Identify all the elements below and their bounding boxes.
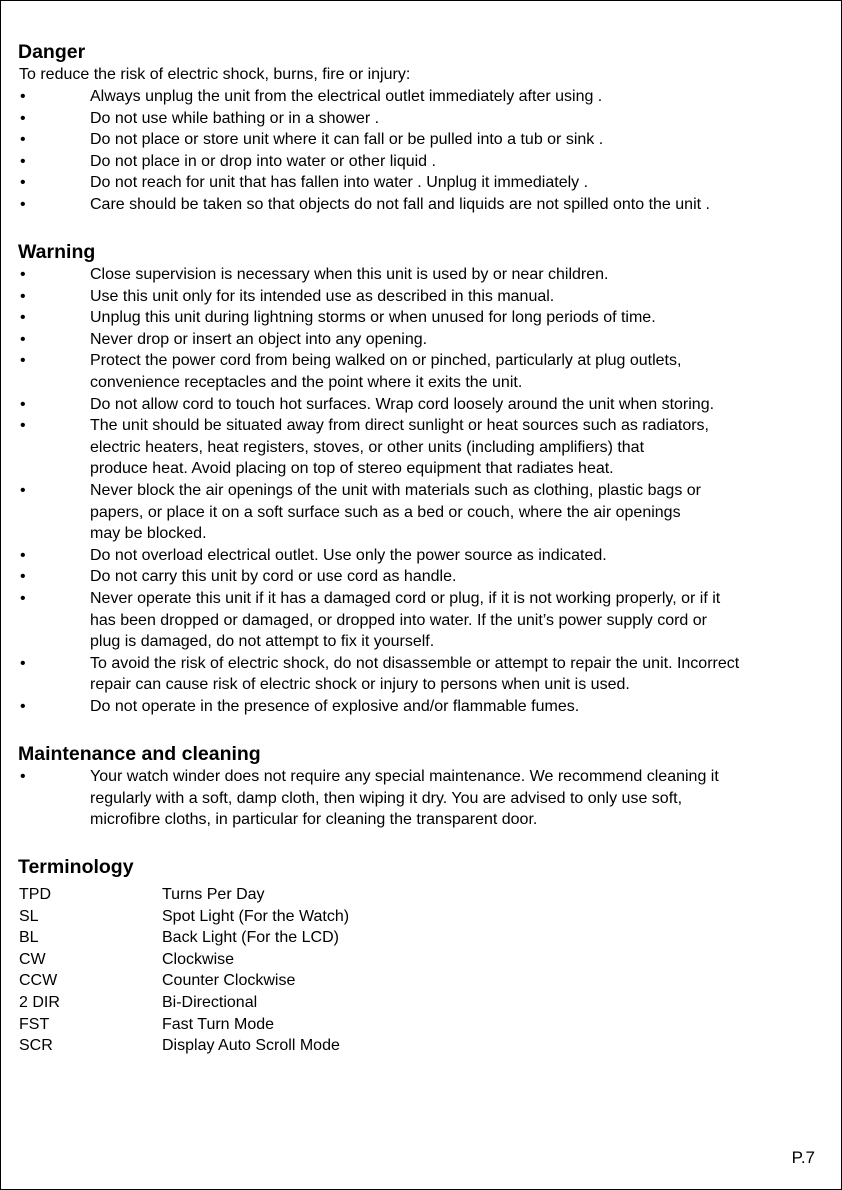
term-abbreviation: CCW (19, 972, 58, 990)
warning-bullet: • (20, 309, 26, 327)
warning-item-text: Do not carry this unit by cord or use cord as handle. (90, 568, 457, 586)
warning-bullet: • (20, 352, 26, 370)
term-abbreviation: FST (19, 1015, 50, 1033)
term-abbreviation: TPD (19, 886, 51, 903)
warning-item-text: The unit should be situated away from direct sunlight or heat sources such as radiators, (90, 417, 709, 435)
danger-item-text: Do not use while bathing or in a shower . (90, 109, 380, 127)
warning-bullet: • (20, 417, 26, 435)
warning-item-text: convenience receptacles and the point where it exits the unit. (90, 374, 523, 391)
warning-item-text: Do not allow cord to touch hot surfaces. Wrap cord loosely around the unit when storing. (90, 395, 715, 413)
danger-heading: Danger (18, 41, 86, 63)
term-meaning: Clockwise (162, 950, 235, 968)
danger-bullet: • (20, 196, 26, 213)
warning-bullet: • (20, 287, 26, 305)
term-meaning: Counter Clockwise (162, 972, 296, 990)
danger-bullet: • (20, 174, 26, 192)
warning-bullet: • (20, 654, 26, 672)
danger-bullet: • (20, 109, 26, 127)
warning-item-text: Never operate this unit if it has a damaged cord or plug, if it is not working properly, or if it (90, 590, 721, 607)
term-meaning: Fast Turn Mode (162, 1015, 275, 1033)
danger-bullet: • (20, 131, 26, 149)
warning-item-text: Never block the air openings of the unit with materials such as clothing, plastic bags or (90, 482, 701, 499)
term-abbreviation: 2 DIR (19, 994, 60, 1011)
warning-item-text: has been dropped or damaged, or dropped into water. If the unit’s power supply cord or (90, 611, 707, 629)
warning-item-text: Use this unit only for its intended use as described in this manual. (90, 287, 555, 305)
term-abbreviation: SCR (19, 1037, 53, 1055)
warning-bullet: • (20, 330, 26, 348)
danger-item-text: Do not place in or drop into water or other liquid . (90, 152, 436, 170)
terminology-heading: Terminology (18, 856, 134, 878)
warning-item-text: Never drop or insert an object into any opening. (90, 330, 428, 348)
warning-item-text: electric heaters, heat registers, stoves, or other units (including amplifiers) that (90, 438, 645, 456)
term-meaning: Display Auto Scroll Mode (162, 1037, 340, 1055)
danger-intro: To reduce the risk of electric shock, burns, fire or injury: (19, 66, 411, 83)
danger-bullet: • (20, 152, 26, 170)
warning-item-text: Unplug this unit during lightning storms or when unused for long periods of time. (90, 309, 656, 327)
warning-item-text: To avoid the risk of electric shock, do not disassemble or attempt to repair the unit. Incorrect (90, 654, 740, 672)
term-abbreviation: BL (19, 929, 39, 947)
term-meaning: Back Light (For the LCD) (162, 929, 339, 947)
term-meaning: Bi-Directional (162, 994, 258, 1011)
warning-item-text: Do not operate in the presence of explosive and/or flammable fumes. (90, 698, 580, 715)
warning-item-text: plug is damaged, do not attempt to fix it yourself. (90, 633, 435, 651)
danger-item-text: Do not reach for unit that has fallen into water . Unplug it immediately . (90, 174, 589, 192)
warning-bullet: • (20, 482, 26, 499)
warning-item-text: Do not overload electrical outlet. Use only the power source as indicated. (90, 546, 607, 564)
warning-item-text: Protect the power cord from being walked on or pinched, particularly at plug outlets, (90, 352, 682, 370)
term-abbreviation: SL (19, 907, 39, 925)
warning-bullet: • (20, 590, 26, 607)
danger-item-text: Do not place or store unit where it can fall or be pulled into a tub or sink . (90, 131, 604, 149)
danger-bullet: • (20, 88, 26, 105)
warning-bullet: • (20, 568, 26, 586)
maintenance-heading: Maintenance and cleaning (18, 743, 261, 765)
warning-bullet: • (20, 698, 26, 715)
warning-heading: Warning (18, 241, 96, 263)
maintenance-item-text: microfibre cloths, in particular for cleaning the transparent door. (90, 811, 538, 829)
warning-item-text: papers, or place it on a soft surface such as a bed or couch, where the air openings (90, 503, 681, 521)
warning-item-text: repair can cause risk of electric shock or injury to persons when unit is used. (90, 676, 630, 694)
warning-item-text: may be blocked. (90, 525, 207, 543)
danger-item-text: Care should be taken so that objects do not fall and liquids are not spilled onto the unit . (90, 196, 710, 213)
danger-item-text: Always unplug the unit from the electrical outlet immediately after using . (90, 88, 603, 105)
warning-item-text: Close supervision is necessary when this unit is used by or near children. (90, 266, 609, 283)
warning-bullet: • (20, 546, 26, 564)
maintenance-item-text: regularly with a soft, damp cloth, then wiping it dry. You are advised to only use soft, (90, 789, 683, 807)
warning-bullet: • (20, 266, 26, 283)
maintenance-bullet: • (20, 768, 26, 785)
term-meaning: Turns Per Day (162, 886, 265, 903)
warning-bullet: • (20, 395, 26, 413)
page-number: P.7 (791, 1148, 815, 1167)
maintenance-item-text: Your watch winder does not require any special maintenance. We recommend cleaning it (90, 768, 719, 785)
warning-item-text: produce heat. Avoid placing on top of stereo equipment that radiates heat. (90, 460, 614, 478)
term-abbreviation: CW (19, 950, 46, 968)
term-meaning: Spot Light (For the Watch) (162, 907, 350, 925)
